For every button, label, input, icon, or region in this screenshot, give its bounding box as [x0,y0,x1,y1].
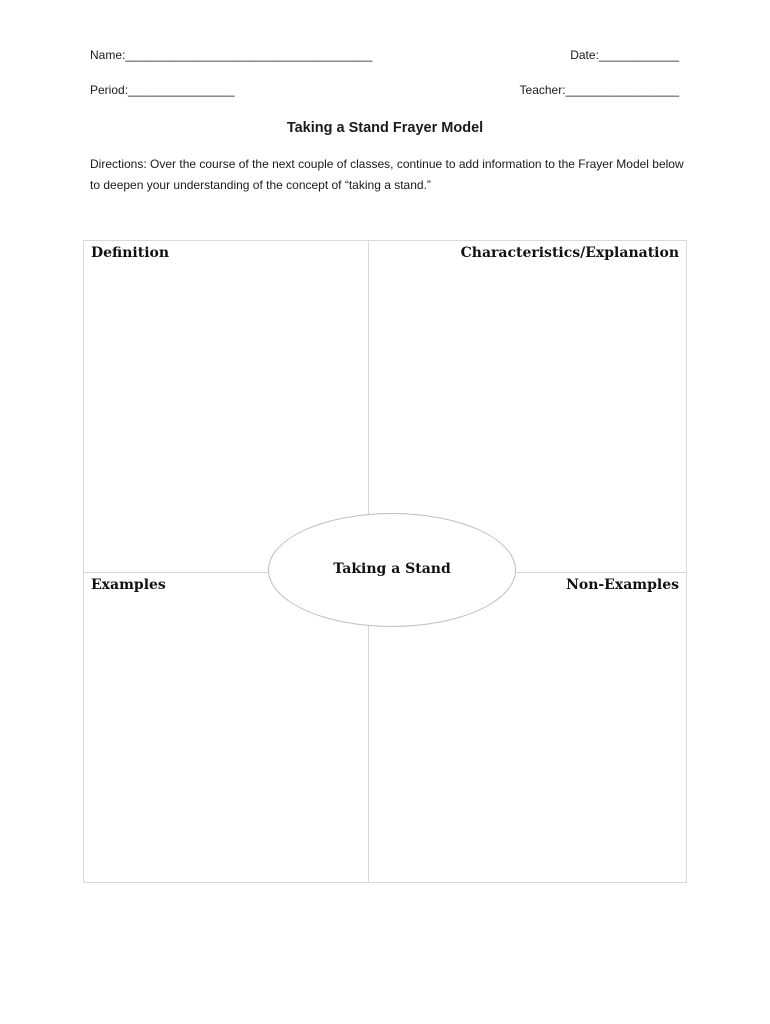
teacher-field[interactable]: Teacher:_________________ [519,83,679,97]
center-concept-label: Taking a Stand [333,561,451,577]
center-oval [268,513,516,627]
non-examples-label: Non-Examples [566,577,679,593]
frayer-model [83,240,687,883]
date-field[interactable]: Date:____________ [570,48,679,62]
name-field[interactable]: Name:_____________________________________ [90,48,373,62]
page-title: Taking a Stand Frayer Model [286,120,484,136]
directions-text: Directions: Over the course of the next couple of classes, continue to add information to the Frayer Model below to deepen your understanding of the concept of “taking a stand.” [90,157,684,192]
examples-label: Examples [91,577,166,593]
definition-label: Definition [91,245,170,261]
characteristics-label: Characteristics/Explanation [460,245,679,261]
period-field[interactable]: Period:________________ [90,83,235,97]
